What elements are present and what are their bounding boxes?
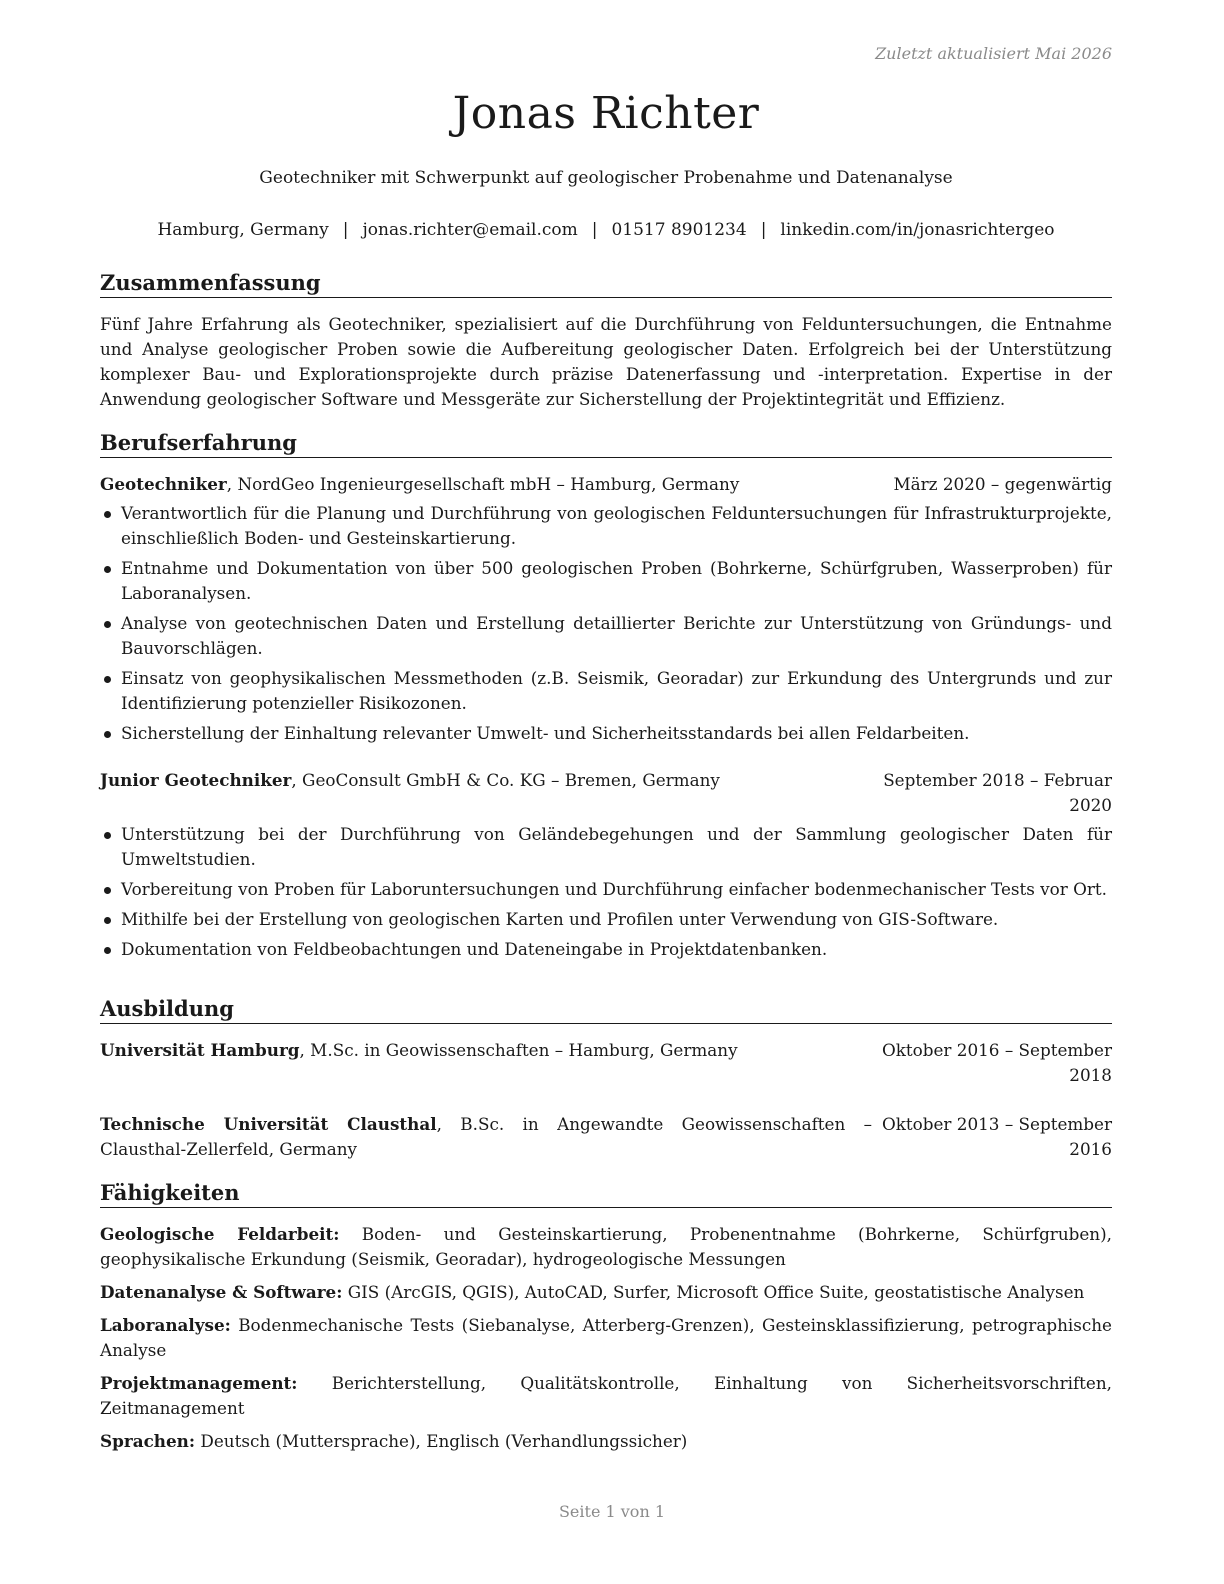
list-item: Dokumentation von Feldbeobachtungen und Dateneingabe in Projektdatenbanken. [100,937,1112,962]
contact-separator: | [342,220,349,240]
contact-line [100,220,1112,240]
job-bullets [100,822,1112,962]
skill-row [100,1280,1112,1305]
job-dates: September 2018 – Februar 2020 [883,770,1112,815]
section-title-education: Ausbildung [100,996,1112,1024]
section-title-experience: Berufserfahrung [100,430,1112,458]
skill-text: Deutsch (Muttersprache), Englisch (Verhandlungssicher) [195,1431,688,1451]
contact-separator: | [760,220,767,240]
list-item: Einsatz von geophysikalischen Messmethoden (z.B. Seismik, Georadar) zur Erkundung des Untergrunds und zur Identifizierung potenzieller Risikozonen. [100,666,1112,716]
school-name: Technische Universität Clausthal [100,1114,437,1134]
job-entry [100,472,1112,746]
skill-label: Laboranalyse: [100,1315,231,1335]
page-number-footer: Seite 1 von 1 [558,1502,666,1521]
candidate-name: Jonas Richter [452,88,760,139]
skill-label: Projektmanagement: [100,1373,298,1393]
contact-location: Hamburg, Germany [157,220,329,240]
section-title-skills: Fähigkeiten [100,1180,1112,1208]
skill-text: GIS (ArcGIS, QGIS), AutoCAD, Surfer, Microsoft Office Suite, geostatistische Analysen [342,1282,1085,1302]
education-entry [100,1038,1112,1088]
skill-text: Boden- und Gesteinskartierung, Probenentnahme (Bohrkerne, Schürfgruben), geophysikalische Erkundung (Seismik, Georadar), hydrogeologische Messungen [100,1224,1112,1269]
contact-email[interactable]: jonas.richter@email.com [362,220,578,240]
education-section [100,996,1112,1162]
degree-detail: , M.Sc. in Geowissenschaften – Hamburg, Germany [299,1040,738,1060]
skill-row [100,1313,1112,1363]
contact-phone[interactable]: 01517 8901234 [611,220,747,240]
contact-linkedin[interactable]: linkedin.com/in/jonasrichtergeo [780,220,1055,240]
job-entry [100,768,1112,962]
last-updated-note: Zuletzt aktualisiert Mai 2026 [875,44,1112,63]
job-role: Junior Geotechniker [100,770,292,790]
summary-section [100,270,1112,412]
list-item: Entnahme und Dokumentation von über 500 geologischen Proben (Bohrkerne, Schürfgruben, Wasserproben) für Laboranalysen. [100,556,1112,606]
skill-text: Berichterstellung, Qualitätskontrolle, Einhaltung von Sicherheitsvorschriften, Zeitmanagement [100,1373,1112,1418]
list-item: Sicherstellung der Einhaltung relevanter Umwelt- und Sicherheitsstandards bei allen Feldarbeiten. [100,721,1112,746]
list-item: Vorbereitung von Proben für Laboruntersuchungen und Durchführung einfacher bodenmechanischer Tests vor Ort. [100,877,1112,902]
list-item: Mithilfe bei der Erstellung von geologischen Karten und Profilen unter Verwendung von GIS-Software. [100,907,1112,932]
list-item: Analyse von geotechnischen Daten und Erstellung detaillierter Berichte zur Unterstützung von Gründungs- und Bauvorschlägen. [100,611,1112,661]
job-org: , NordGeo Ingenieurgesellschaft mbH – Hamburg, Germany [226,474,740,494]
job-bullets [100,501,1112,746]
school-name: Universität Hamburg [100,1040,300,1060]
job-role: Geotechniker [100,474,227,494]
skills-section [100,1180,1112,1462]
skill-row [100,1222,1112,1272]
degree-detail: , B.Sc. in Angewandte Geowissenschaften – Clausthal-Zellerfeld, Germany [100,1114,873,1159]
job-org: , GeoConsult GmbH & Co. KG – Bremen, Germany [291,770,720,790]
section-title-summary: Zusammenfassung [100,270,1112,298]
education-entry [100,1112,1112,1162]
job-header [100,768,1112,818]
list-item: Verantwortlich für die Planung und Durchführung von geologischen Felduntersuchungen für Infrastrukturprojekte, einschließlich Boden- und Gesteinskartierung. [100,501,1112,551]
skill-label: Datenanalyse & Software: [100,1282,343,1302]
experience-section [100,430,1112,967]
skills-list [100,1222,1112,1454]
skill-row [100,1371,1112,1421]
job-header [100,472,1112,497]
skill-label: Geologische Feldarbeit: [100,1224,340,1244]
skill-label: Sprachen: [100,1431,196,1451]
tagline: Geotechniker mit Schwerpunkt auf geologischer Probenahme und Datenanalyse [259,168,953,188]
contact-separator: | [591,220,598,240]
education-dates: Oktober 2013 – September 2016 [881,1114,1112,1159]
list-item: Unterstützung bei der Durchführung von Geländebegehungen und der Sammlung geologischer Daten für Umweltstudien. [100,822,1112,872]
summary-text: Fünf Jahre Erfahrung als Geotechniker, spezialisiert auf die Durchführung von Felduntersuchungen, die Entnahme und Analyse geologischer Proben sowie die Aufbereitung geologischer Daten. Erfolgreich bei der Unterstützung komplexer Bau- und Explorationsprojekte durch präzise Datenerfassung und -interpretation. Expertise in der Anwendung geologischer Software und Messgeräte zur Sicherstellung der Projektintegrität und Effizienz. [100,314,1112,409]
skill-row [100,1429,1112,1454]
job-dates: März 2020 – gegenwärtig [893,474,1112,494]
education-dates: Oktober 2016 – September 2018 [881,1040,1112,1085]
skill-text: Bodenmechanische Tests (Siebanalyse, Atterberg-Grenzen), Gesteinsklassifizierung, petrographische Analyse [100,1315,1112,1360]
